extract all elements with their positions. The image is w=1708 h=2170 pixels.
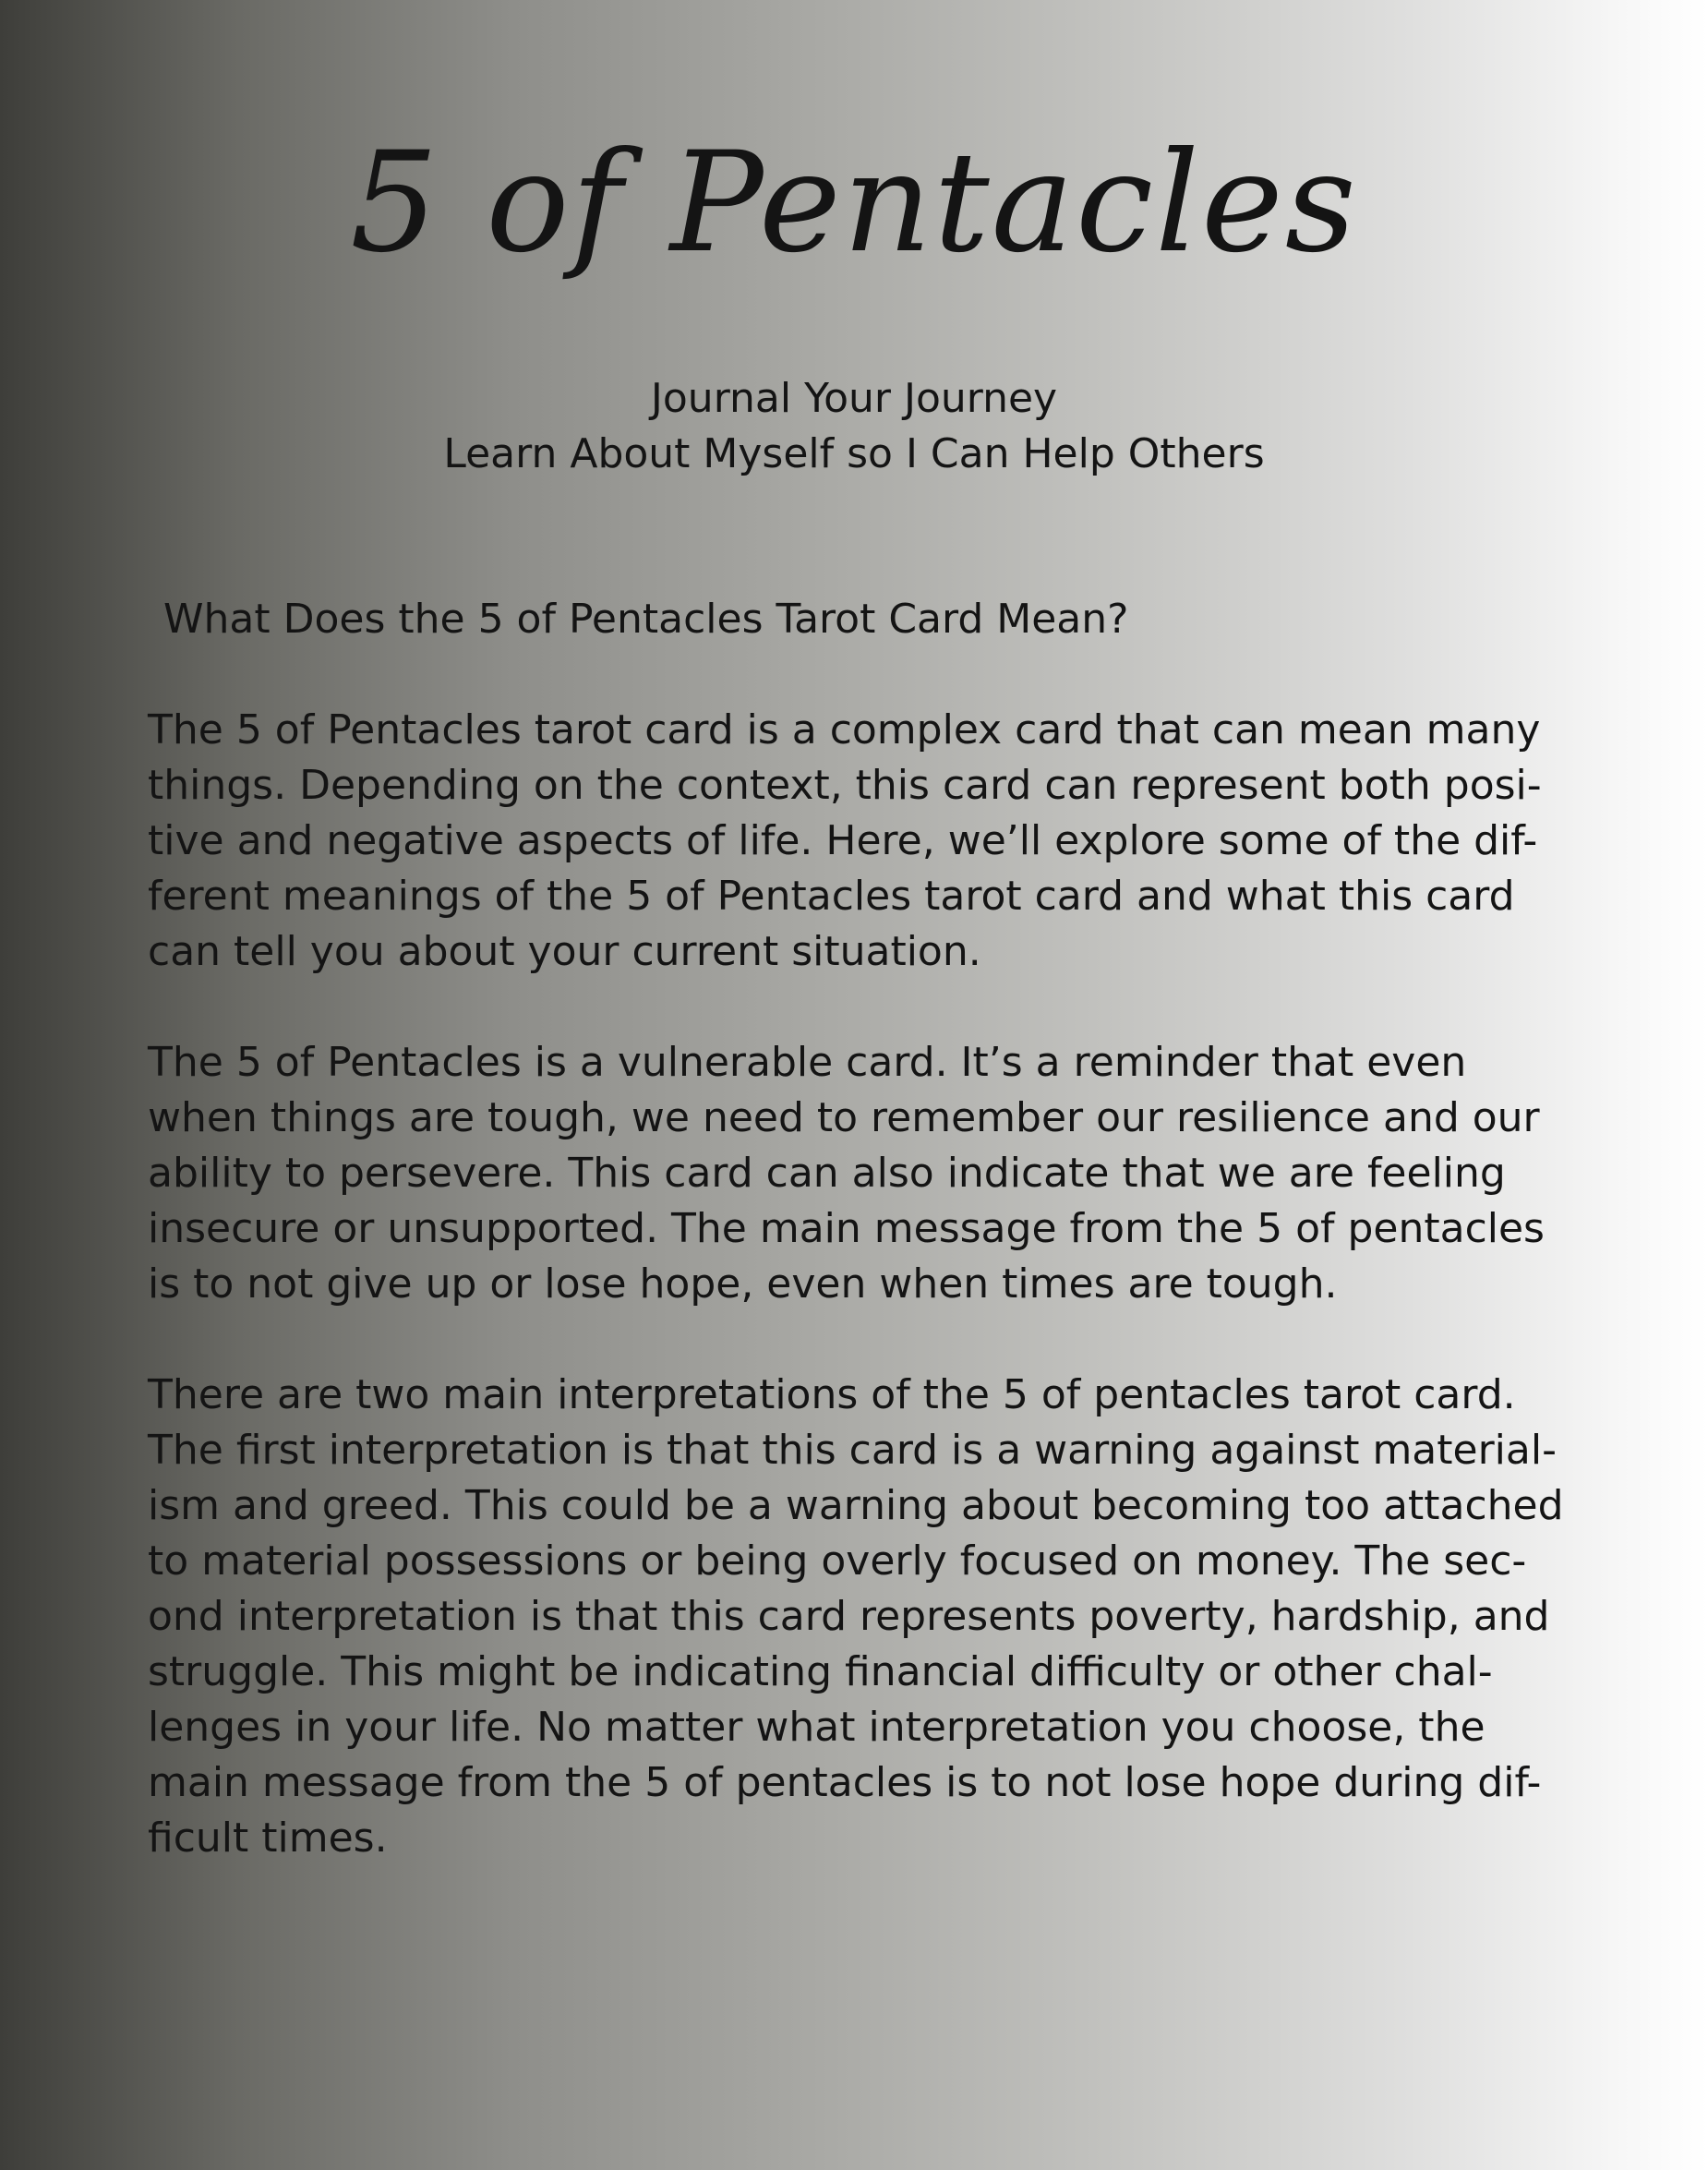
paragraph-meaning-overview xyxy=(148,703,1588,980)
paragraph-vulnerable-card xyxy=(148,1035,1588,1312)
page-title: 5 of Pentacles xyxy=(350,123,1358,283)
paragraph-line: ficult times. xyxy=(148,1814,388,1862)
subtitle-learn-about-myself: Learn About Myself so I Can Help Others xyxy=(443,430,1265,477)
paragraph-two-interpretations xyxy=(148,1368,1588,1866)
paragraph-line: struggle. This might be indicating financial difficulty or other chal- xyxy=(148,1648,1493,1695)
paragraph-line: is to not give up or lose hope, even when times are tough. xyxy=(148,1260,1338,1308)
paragraph-line: can tell you about your current situation. xyxy=(148,928,981,975)
paragraph-line: when things are tough, we need to remember our resilience and our xyxy=(148,1094,1540,1141)
subtitle-journal-your-journey: Journal Your Journey xyxy=(650,375,1058,422)
paragraph-line: ism and greed. This could be a warning about becoming too attached xyxy=(148,1482,1564,1529)
paragraph-line: ability to persevere. This card can also indicate that we are feeling xyxy=(148,1150,1506,1197)
paragraph-line: There are two main interpretations of the 5 of pentacles tarot card. xyxy=(148,1371,1516,1418)
paragraph-line: main message from the 5 of pentacles is to not lose hope during dif- xyxy=(148,1759,1542,1806)
paragraph-line: to material possessions or being overly focused on money. The sec- xyxy=(148,1537,1527,1585)
paragraph-line: The 5 of Pentacles is a vulnerable card. It’s a reminder that even xyxy=(148,1039,1467,1086)
paragraph-line: things. Depending on the context, this card can represent both posi- xyxy=(148,762,1542,809)
paragraph-line: tive and negative aspects of life. Here, we’ll explore some of the dif- xyxy=(148,817,1538,864)
paragraph-line: lenges in your life. No matter what interpretation you choose, the xyxy=(148,1704,1485,1751)
question-heading: What Does the 5 of Pentacles Tarot Card Mean? xyxy=(163,596,1129,643)
paragraph-line: The 5 of Pentacles tarot card is a complex card that can mean many xyxy=(148,706,1541,753)
paragraph-line: ond interpretation is that this card represents poverty, hardship, and xyxy=(148,1593,1550,1640)
paragraph-line: The first interpretation is that this card is a warning against material- xyxy=(148,1427,1557,1474)
paragraph-line: insecure or unsupported. The main message from the 5 of pentacles xyxy=(148,1205,1545,1252)
paragraph-line: ferent meanings of the 5 of Pentacles tarot card and what this card xyxy=(148,873,1515,920)
